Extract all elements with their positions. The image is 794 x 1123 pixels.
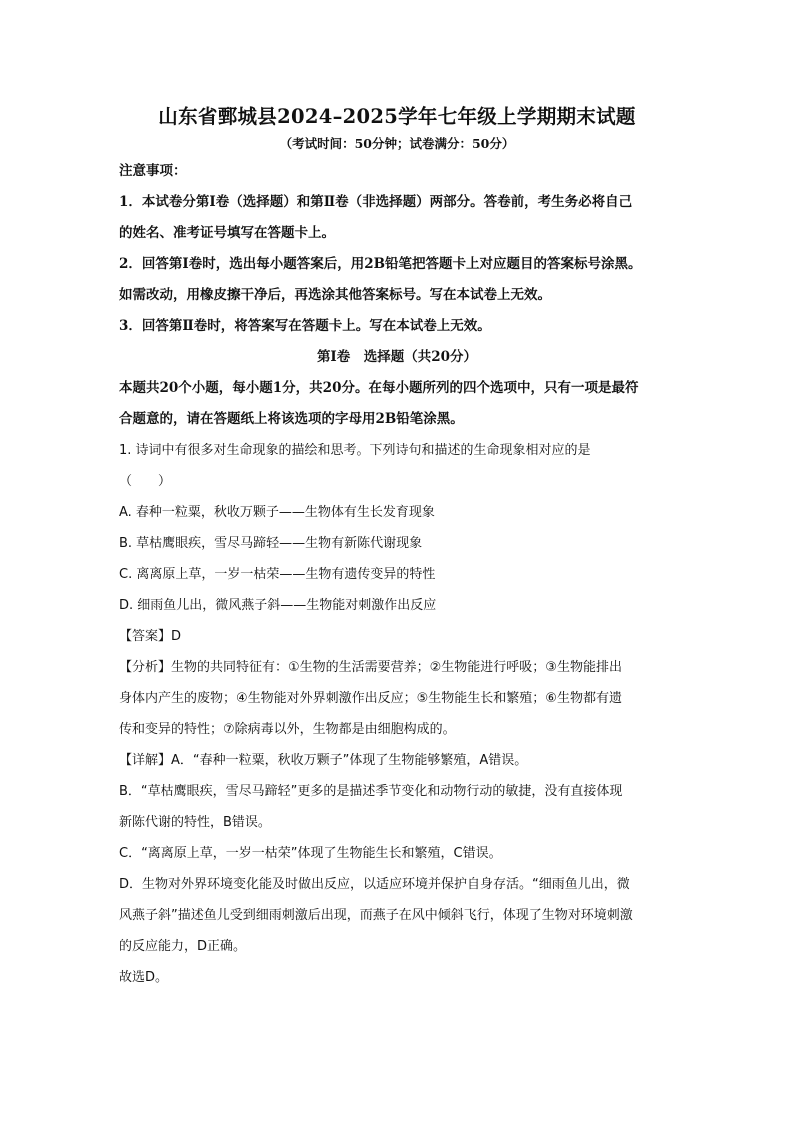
notice-block bbox=[119, 156, 675, 342]
detail-line: 【详解】A．“春种一粒粟，秋收万颗子”体现了生物能够繁殖，A错误。 bbox=[119, 753, 528, 768]
notice-line: 如需改动，用橡皮擦干净后，再选涂其他答案标号。写在本试卷上无效。 bbox=[119, 287, 551, 303]
page-content bbox=[119, 103, 675, 993]
detail-line: D．生物对外界环境变化能及时做出反应，以适应环境并保护自身存活。“细雨鱼儿出，微 bbox=[119, 877, 630, 892]
option-b: B. 草枯鹰眼疾，雪尽马蹄轻——生物有新陈代谢现象 bbox=[119, 536, 423, 551]
question-1 bbox=[119, 435, 675, 993]
notice-line: 1．本试卷分第Ⅰ卷（选择题）和第Ⅱ卷（非选择题）两部分。答卷前，考生务必将自己 bbox=[119, 194, 633, 210]
analysis-line: 身体内产生的废物；④生物能对外界刺激作出反应；⑤生物能生长和繁殖；⑥生物都有遗 bbox=[119, 691, 622, 706]
analysis-line: 传和变异的特性；⑦除病毒以外，生物都是由细胞构成的。 bbox=[119, 722, 456, 737]
section-instruction: 本题共20个小题，每小题1分，共20分。在每小题所列的四个选项中，只有一项是最符 bbox=[119, 380, 639, 396]
option-c: C. 离离原上草，一岁一枯荣——生物有遗传变异的特性 bbox=[119, 567, 436, 582]
analysis-line: 【分析】生物的共同特征有：①生物的生活需要营养；②生物能进行呼吸；③生物能排出 bbox=[119, 660, 622, 675]
detail-line: 的反应能力，D正确。 bbox=[119, 939, 247, 954]
section-title: 第Ⅰ卷 选择题（共20分） bbox=[316, 349, 478, 365]
detail-line: B．“草枯鹰眼疾，雪尽马蹄轻”更多的是描述季节变化和动物行动的敏捷，没有直接体现 bbox=[119, 784, 623, 799]
detail-line: C．“离离原上草，一岁一枯荣”体现了生物能生长和繁殖，C错误。 bbox=[119, 846, 502, 861]
section-instruction: 合题意的，请在答题纸上将该选项的字母用2B铅笔涂黑。 bbox=[119, 411, 464, 427]
exam-info: （考试时间：50分钟；试卷满分：50分） bbox=[279, 136, 515, 151]
option-d: D. 细雨鱼儿出，微风燕子斜——生物能对刺激作出反应 bbox=[119, 598, 437, 613]
notice-heading: 注意事项： bbox=[119, 163, 187, 179]
detail-line: 新陈代谢的特性，B错误。 bbox=[119, 815, 271, 830]
conclusion-line: 故选D。 bbox=[119, 970, 169, 985]
detail-line: 风燕子斜”描述鱼儿受到细雨刺激后出现，而燕子在风中倾斜飞行，体现了生物对环境刺激 bbox=[119, 908, 633, 923]
page-title: 山东省鄄城县2024–2025学年七年级上学期期末试题 bbox=[158, 105, 636, 128]
answer-line: 【答案】D bbox=[119, 629, 182, 644]
notice-line: 3．回答第Ⅱ卷时，将答案写在答题卡上。写在本试卷上无效。 bbox=[119, 318, 491, 334]
notice-line: 2．回答第Ⅰ卷时，选出每小题答案后，用2B铅笔把答题卡上对应题目的答案标号涂黑。 bbox=[119, 256, 642, 272]
option-a: A. 春种一粒粟，秋收万颗子——生物体有生长发育现象 bbox=[119, 505, 435, 520]
notice-line: 的姓名、准考证号填写在答题卡上。 bbox=[119, 225, 335, 241]
question-stem: 1. 诗词中有很多对生命现象的描绘和思考。下列诗句和描述的生命现象相对应的是 bbox=[119, 443, 591, 458]
section-block bbox=[119, 342, 675, 435]
answer-blank: （ ） bbox=[119, 474, 172, 489]
